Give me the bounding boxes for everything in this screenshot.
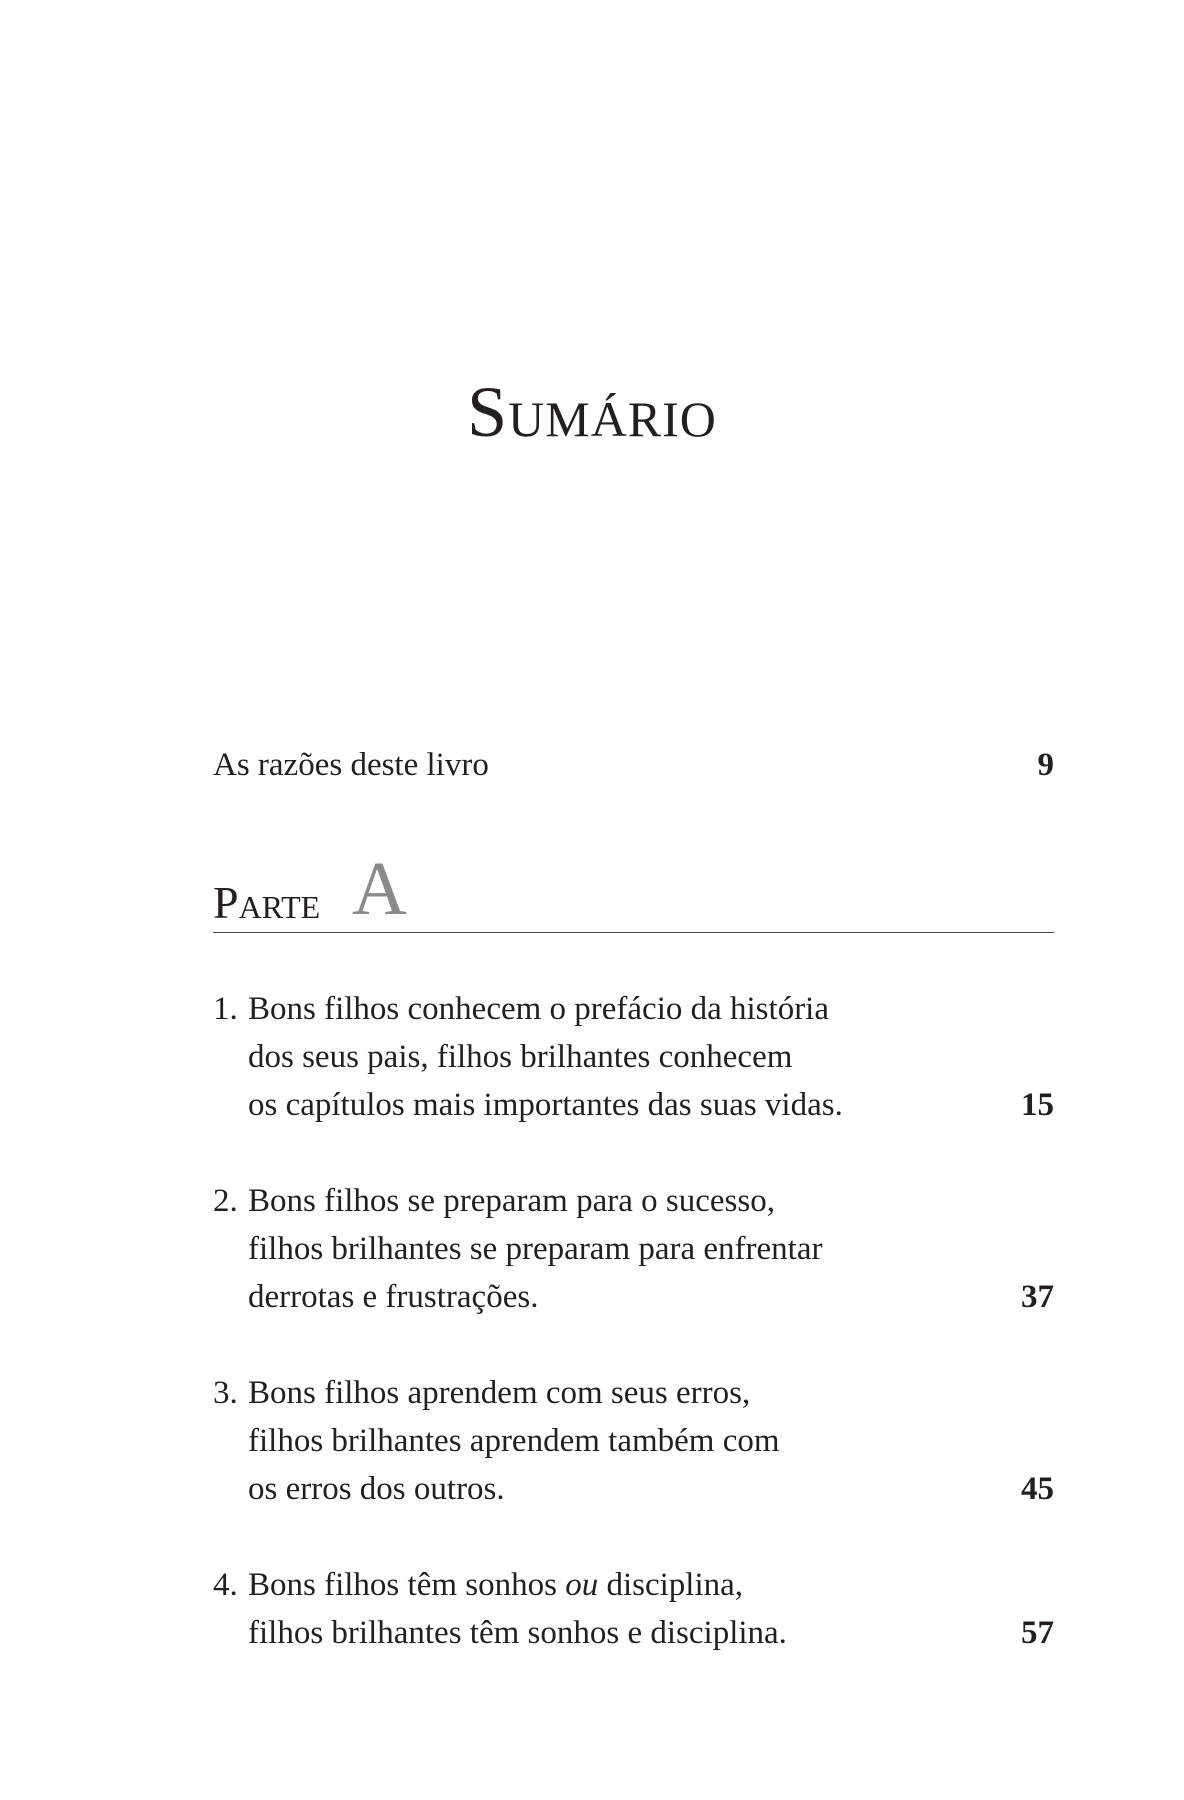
page-title: Sumário (467, 372, 717, 452)
toc-page-number: 37 (1021, 1279, 1054, 1315)
chapter-number: 2. (213, 1183, 238, 1219)
toc-entry-label: As razões deste livro (213, 747, 489, 783)
toc-entry-chapter-3[interactable] (213, 1369, 1054, 1513)
chapter-number: 1. (213, 991, 238, 1027)
chapter-title-line: dos seus pais, filhos brilhantes conhecem (248, 1039, 793, 1075)
chapter-title-line: Bons filhos aprendem com seus erros, (248, 1375, 751, 1411)
toc-entry-intro[interactable] (213, 741, 1054, 789)
toc-page-number: 45 (1021, 1471, 1054, 1507)
chapter-title-line: os erros dos outros. (248, 1471, 505, 1507)
chapter-title-segment: Bons filhos têm sonhos (248, 1567, 566, 1603)
toc-page-number: 57 (1021, 1615, 1054, 1651)
chapter-number: 3. (213, 1375, 238, 1411)
chapter-number: 4. (213, 1567, 238, 1603)
chapter-title-line: filhos brilhantes se preparam para enfrentar (248, 1231, 823, 1267)
chapter-title-line: filhos brilhantes aprendem também com (248, 1423, 780, 1459)
chapter-title-line: Bons filhos se preparam para o sucesso, (248, 1183, 775, 1219)
chapter-title-line: Bons filhos conhecem o prefácio da história (248, 991, 829, 1027)
part-label: Parte (213, 877, 321, 928)
toc-entry-chapter-1[interactable] (213, 985, 1054, 1129)
toc-page-number: 15 (1021, 1087, 1054, 1123)
chapter-title-segment: disciplina, (598, 1567, 744, 1603)
part-letter: A (352, 847, 407, 931)
chapter-title-line: derrotas e frustrações. (248, 1279, 539, 1315)
toc-entry-chapter-2[interactable] (213, 1177, 1054, 1321)
toc-entry-chapter-4[interactable] (213, 1561, 1054, 1657)
chapter-title-line: filhos brilhantes têm sonhos e disciplina. (248, 1615, 787, 1651)
part-header (213, 847, 1054, 933)
chapter-title-emphasis: ou (565, 1567, 599, 1603)
toc-page-number: 9 (1037, 747, 1054, 783)
chapter-title-line: os capítulos mais importantes das suas vidas. (248, 1087, 843, 1123)
